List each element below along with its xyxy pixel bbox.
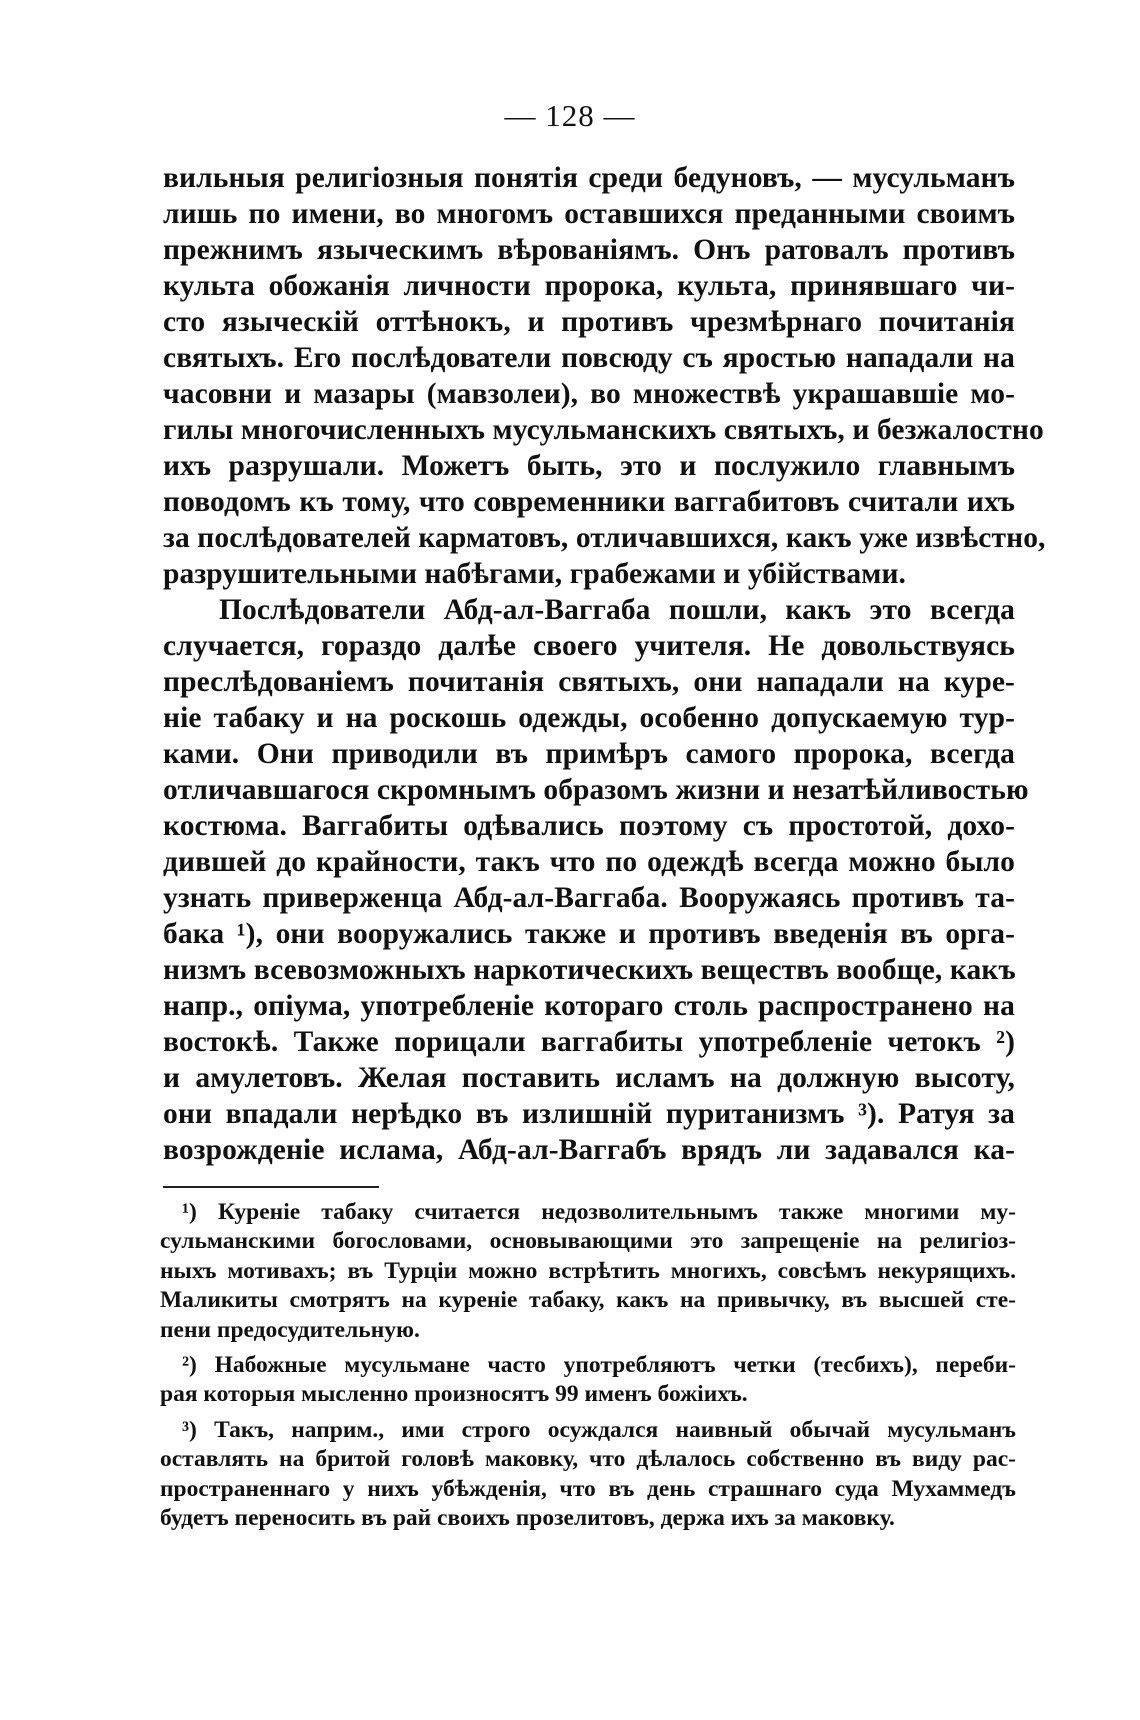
footnote-line: ¹) Куреніе табаку считается недозволительнымъ также многими му- <box>182 1199 1016 1225</box>
footnote-line: сульманскими богословами, основывающими это запрещеніе на религіоз- <box>160 1228 1016 1255</box>
text-line: ками. Они приводили въ примѣръ самого пророка, всегда <box>163 738 1015 770</box>
footnote-2 <box>160 1351 1016 1410</box>
footnote-line: пространеннаго у нихъ убѣжденія, что въ день страшнаго суда Мухаммедъ <box>160 1475 1016 1502</box>
text-line: и амулетовъ. Желая поставить исламъ на должную высоту, <box>163 1062 1015 1094</box>
footnote-line: будетъ переносить въ рай своихъ прозелитовъ, держа ихъ за маковку. <box>160 1504 895 1531</box>
text-line: костюма. Ваггабиты одѣвались поэтому съ простотой, дохо- <box>163 810 1015 842</box>
text-line: возрожденіе ислама, Абд-ал-Ваггабъ врядъ ли задавался ка- <box>163 1134 1015 1166</box>
text-line: напр., опіума, употребленіе котораго столь распространено на <box>163 990 1015 1022</box>
footnote-1 <box>160 1198 1016 1345</box>
text-line: за послѣдователей карматовъ, отличавшихся, какъ уже извѣстно, <box>163 522 1046 554</box>
text-line: поводомъ къ тому, что современники ваггабитовъ считали ихъ <box>163 486 1015 518</box>
text-line: дившей до крайности, такъ что по одеждѣ всегда можно было <box>163 846 1015 878</box>
footnote-line: ²) Набожные мусульмане часто употребляютъ четки (тесбихъ), переби- <box>182 1351 1016 1378</box>
text-line: узнать приверженца Абд-ал-Ваггаба. Вооружаясь противъ та- <box>163 882 1015 914</box>
text-line: часовни и мазары (мавзолеи), во множествѣ украшавшіе мо- <box>163 378 1015 410</box>
footnote-line: ныхъ мотивахъ; въ Турціи можно встрѣтить многихъ, совсѣмъ некурящихъ. <box>160 1257 1016 1284</box>
text-line: отличавшагося скромнымъ образомъ жизни и незатѣйливостью <box>163 774 1029 806</box>
text-line: прежнимъ языческимъ вѣрованіямъ. Онъ ратовалъ противъ <box>163 234 1015 266</box>
paragraph-2 <box>163 592 1029 1168</box>
text-line: востокѣ. Также порицали ваггабиты употребленіе четокъ ²) <box>163 1026 1015 1058</box>
text-line: сто языческій оттѣнокъ, и противъ чрезмѣрнаго почитанія <box>163 306 1015 338</box>
text-line: Послѣдователи Абд-ал-Ваггаба пошли, какъ это всегда <box>219 594 1015 626</box>
text-line: ніе табаку и на роскошь одежды, особенно допускаемую тур- <box>163 702 1015 734</box>
text-line: вильныя религіозныя понятія среди бедуновъ, — мусульманъ <box>163 162 1015 194</box>
footnote-line: пени предосудительную. <box>160 1316 420 1343</box>
text-line: гилы многочисленныхъ мусульманскихъ святыхъ, и безжалостно <box>163 414 1044 446</box>
page-number: — 128 — <box>504 98 636 133</box>
text-line: лишь по имени, во многомъ оставшихся преданными своимъ <box>163 198 1015 230</box>
text-line: бака ¹), они вооружались также и противъ введенія въ орга- <box>163 918 1015 950</box>
main-text <box>163 160 1046 1168</box>
footnote-line: оставлять на бритой головѣ маковку, что дѣлалось собственно въ виду рас- <box>160 1446 1016 1473</box>
text-line: они впадали нерѣдко въ излишній пуританизмъ ³). Ратуя за <box>163 1098 1015 1130</box>
text-line: низмъ всевозможныхъ наркотическихъ веществъ вообще, какъ <box>163 954 1016 986</box>
footnote-line: рая которыя мысленно произносятъ 99 именъ божіихъ. <box>160 1381 748 1408</box>
text-line: святыхъ. Его послѣдователи повсюду съ яростью нападали на <box>163 342 1015 374</box>
text-line: случается, гораздо далѣе своего учителя. Не довольствуясь <box>163 630 1015 662</box>
footnotes <box>160 1198 1016 1533</box>
paragraph-1 <box>163 160 1046 592</box>
text-line: разрушительными набѣгами, грабежами и убійствами. <box>163 558 907 590</box>
text-line: ихъ разрушали. Можетъ быть, это и послужило главнымъ <box>163 450 1015 482</box>
footnote-separator <box>163 1186 379 1188</box>
footnote-3 <box>160 1416 1016 1534</box>
footnote-line: ³) Такъ, наприм., ими строго осуждался наивный обычай мусульманъ <box>182 1416 1016 1443</box>
text-line: культа обожанія личности пророка, культа, принявшаго чи- <box>163 270 1015 302</box>
footnote-line: Маликиты смотрятъ на куреніе табаку, какъ на привычку, въ высшей сте- <box>160 1287 1016 1314</box>
text-line: преслѣдованіемъ почитанія святыхъ, они нападали на куре- <box>163 666 1015 698</box>
